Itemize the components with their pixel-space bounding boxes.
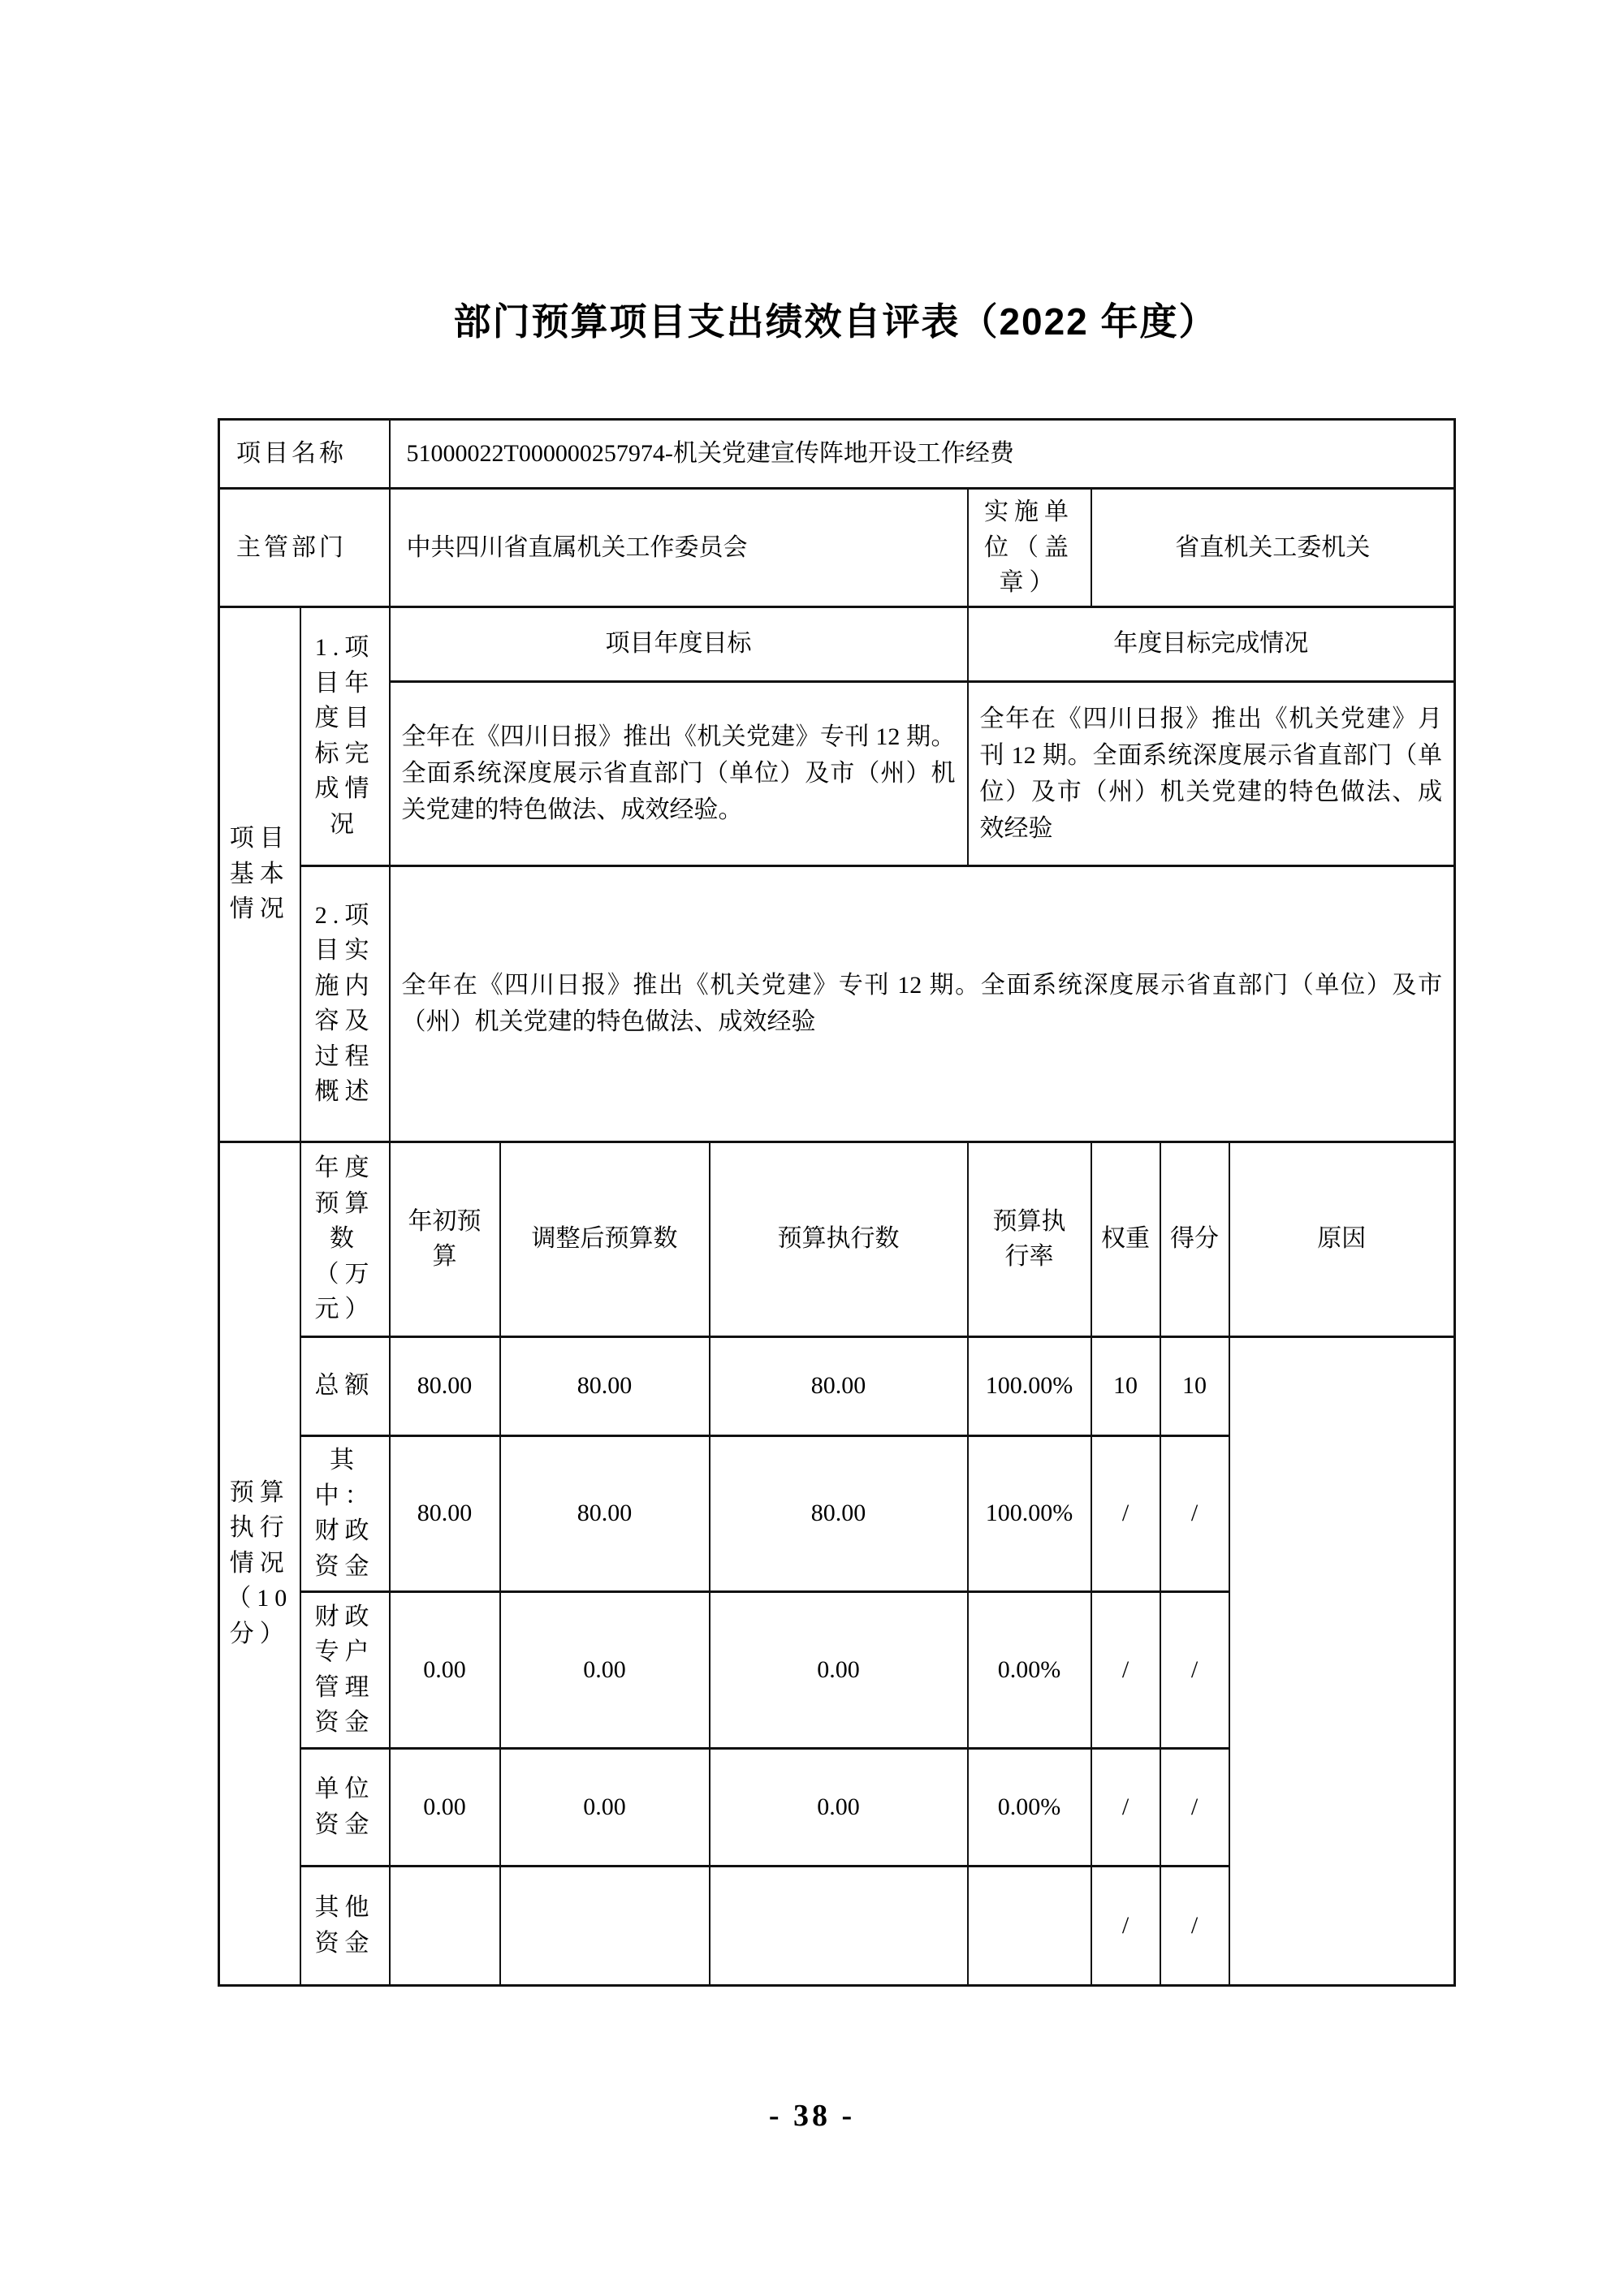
department-value: 中共四川省直属机关工作委员会 xyxy=(390,489,968,607)
budget-header-row-label: 年度预算数（万元） xyxy=(300,1142,390,1336)
budget-header-executed: 预算执行数 xyxy=(710,1142,968,1336)
budget-row-label: 其他资金 xyxy=(300,1866,390,1985)
budget-row-label: 财政专户管理资金 xyxy=(300,1591,390,1748)
completion-header: 年度目标完成情况 xyxy=(968,606,1455,681)
budget-row-label: 单位资金 xyxy=(300,1748,390,1866)
section-basic-info-label: 项目基本情况 xyxy=(219,606,300,1142)
budget-header-adjusted: 调整后预算数 xyxy=(500,1142,710,1336)
budget-cell-initial xyxy=(390,1866,500,1985)
budget-cell-executed: 0.00 xyxy=(710,1591,968,1748)
budget-cell-score: / xyxy=(1160,1748,1229,1866)
budget-cell-rate: 100.00% xyxy=(968,1336,1091,1435)
project-name-label: 项目名称 xyxy=(219,420,390,489)
budget-cell-weight: / xyxy=(1091,1748,1160,1866)
goal-header-row xyxy=(219,606,1455,681)
budget-cell-weight: 10 xyxy=(1091,1336,1160,1435)
implementation-row-label: 2.项目实施内容及过程概述 xyxy=(300,865,390,1142)
budget-header-score: 得分 xyxy=(1160,1142,1229,1336)
budget-cell-score: / xyxy=(1160,1866,1229,1985)
budget-cell-executed: 80.00 xyxy=(710,1336,968,1435)
budget-cell-executed xyxy=(710,1866,968,1985)
budget-cell-adjusted: 80.00 xyxy=(500,1435,710,1591)
page-title: 部门预算项目支出绩效自评表（2022 年度） xyxy=(453,300,1218,343)
self-evaluation-table xyxy=(218,418,1456,1987)
goal-text: 全年在《四川日报》推出《机关党建》专刊 12 期。全面系统深度展示省直部门（单位）及市（州）机关党建的特色做法、成效经验。 xyxy=(390,681,968,865)
budget-cell-weight: / xyxy=(1091,1866,1160,1985)
implementation-row xyxy=(219,865,1455,1142)
implementation-text: 全年在《四川日报》推出《机关党建》专刊 12 期。全面系统深度展示省直部门（单位）及市（州）机关党建的特色做法、成效经验 xyxy=(390,865,1455,1142)
budget-row-label: 其中：财政资金 xyxy=(300,1435,390,1591)
budget-cell-adjusted: 0.00 xyxy=(500,1748,710,1866)
budget-cell-executed: 80.00 xyxy=(710,1435,968,1591)
budget-reason-value xyxy=(1229,1336,1455,1985)
department-label: 主管部门 xyxy=(219,489,390,607)
implementing-unit-label: 实施单位（盖章） xyxy=(968,489,1091,607)
budget-header-reason: 原因 xyxy=(1229,1142,1455,1336)
budget-cell-executed: 0.00 xyxy=(710,1748,968,1866)
goal-text-row xyxy=(219,681,1455,865)
budget-cell-rate: 100.00% xyxy=(968,1435,1091,1591)
budget-cell-initial: 80.00 xyxy=(390,1336,500,1435)
budget-cell-adjusted: 0.00 xyxy=(500,1591,710,1748)
budget-cell-rate: 0.00% xyxy=(968,1748,1091,1866)
budget-row-label: 总额 xyxy=(300,1336,390,1435)
budget-cell-initial: 80.00 xyxy=(390,1435,500,1591)
budget-header-rate: 预算执行率 xyxy=(968,1142,1091,1336)
budget-cell-rate: 0.00% xyxy=(968,1591,1091,1748)
project-name-value: 51000022T000000257974-机关党建宣传阵地开设工作经费 xyxy=(390,420,1455,489)
budget-cell-score: / xyxy=(1160,1435,1229,1591)
budget-cell-weight: / xyxy=(1091,1591,1160,1748)
project-name-row xyxy=(219,420,1455,489)
goal-row-label: 1.项目年度目标完成情况 xyxy=(300,606,390,865)
budget-cell-weight: / xyxy=(1091,1435,1160,1591)
implementing-unit-value: 省直机关工委机关 xyxy=(1091,489,1455,607)
budget-cell-adjusted: 80.00 xyxy=(500,1336,710,1435)
budget-row-total xyxy=(219,1336,1455,1435)
completion-text: 全年在《四川日报》推出《机关党建》月刊 12 期。全面系统深度展示省直部门（单位）及市（州）机关党建的特色做法、成效经验 xyxy=(968,681,1455,865)
budget-cell-score: / xyxy=(1160,1591,1229,1748)
page-number: - 38 - xyxy=(768,2098,856,2133)
budget-cell-initial: 0.00 xyxy=(390,1591,500,1748)
department-row xyxy=(219,489,1455,607)
budget-cell-adjusted xyxy=(500,1866,710,1985)
budget-header-row xyxy=(219,1142,1455,1336)
budget-header-weight: 权重 xyxy=(1091,1142,1160,1336)
budget-cell-score: 10 xyxy=(1160,1336,1229,1435)
section-budget-label: 预算执行情况（10 分） xyxy=(219,1142,300,1985)
budget-cell-rate xyxy=(968,1866,1091,1985)
goal-header: 项目年度目标 xyxy=(390,606,968,681)
budget-cell-initial: 0.00 xyxy=(390,1748,500,1866)
budget-header-initial: 年初预算 xyxy=(390,1142,500,1336)
